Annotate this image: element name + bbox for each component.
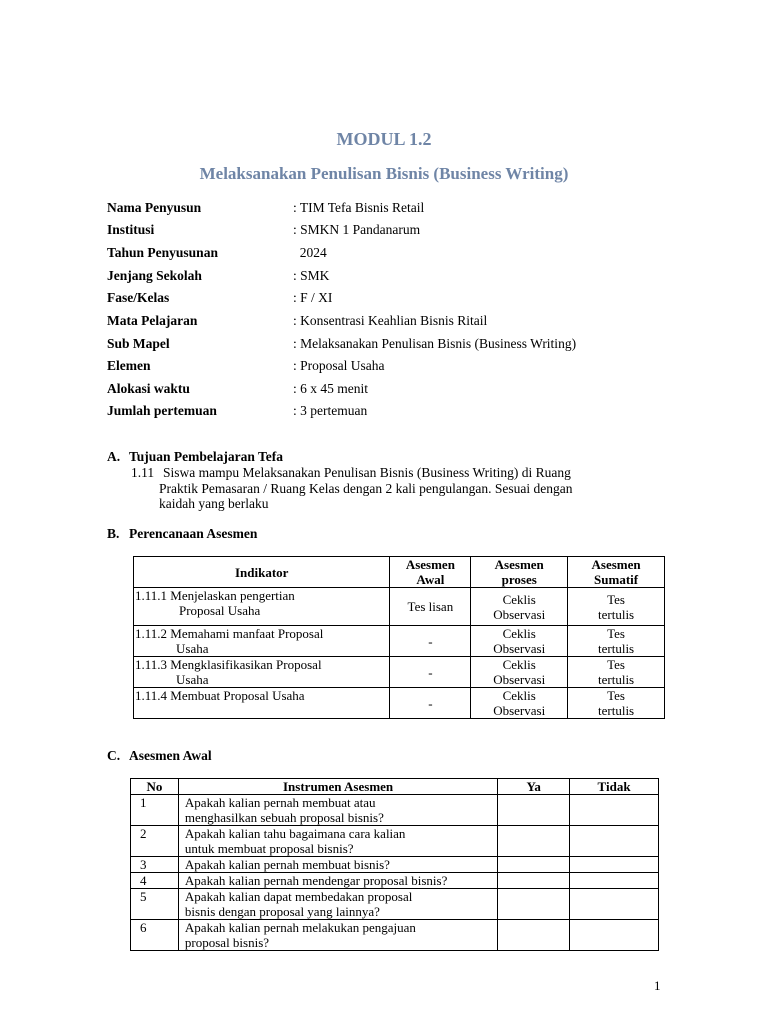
header-indikator: Indikator <box>134 557 390 588</box>
question-cell <box>178 795 497 826</box>
info-label-mata-pelajaran: Mata Pelajaran <box>107 313 198 328</box>
table-row <box>134 688 665 719</box>
info-label-elemen: Elemen <box>107 358 151 373</box>
row-number: 5 <box>131 889 179 920</box>
tidak-checkbox-cell[interactable] <box>570 795 659 826</box>
info-label-tahun-penyusunan: Tahun Penyusunan <box>107 245 218 260</box>
question-line-2: untuk membuat proposal bisnis? <box>184 841 354 856</box>
sumatif-line-1: Tes <box>607 591 625 607</box>
row-number: 4 <box>131 873 179 889</box>
proses-line-2: Observasi <box>493 606 546 622</box>
question-cell <box>178 920 497 951</box>
tidak-checkbox-cell[interactable] <box>570 826 659 857</box>
ya-checkbox-cell[interactable] <box>498 857 570 873</box>
ya-checkbox-cell[interactable] <box>498 826 570 857</box>
header-asesmen-awal-line-1: Asesmen <box>405 557 455 572</box>
indicator-cell <box>134 626 390 657</box>
proses-line-1: Ceklis <box>502 591 536 607</box>
ya-checkbox-cell[interactable] <box>498 920 570 951</box>
header-asesmen-awal-line-2: Awal <box>416 572 445 587</box>
table-row <box>131 857 659 873</box>
indicator-text: 1.11.2 Memahami manfaat Proposal <box>135 626 324 641</box>
header-asesmen-proses <box>471 557 568 588</box>
sumatif-line-2: tertulis <box>598 641 635 656</box>
table-row <box>131 795 659 826</box>
proses-cell <box>471 588 568 626</box>
question-line-2: bisnis dengan proposal yang lainnya? <box>184 904 380 919</box>
awal-cell: Tes lisan <box>390 588 471 626</box>
info-value-jumlah-pertemuan: : 3 pertemuan <box>293 403 368 418</box>
table-row <box>134 657 665 688</box>
info-label-institusi: Institusi <box>107 222 155 237</box>
question-line-1: Apakah kalian pernah membuat atau <box>184 795 376 810</box>
proses-line-2: Observasi <box>493 703 546 718</box>
indicator-text: 1.11.4 Membuat Proposal Usaha <box>135 688 305 703</box>
header-asesmen-sumatif <box>568 557 665 588</box>
module-subtitle: Melaksanakan Penulisan Bisnis (Business Writing) <box>199 164 569 183</box>
indicator-text-cont: Proposal Usaha <box>179 603 261 618</box>
sumatif-line-2: tertulis <box>598 703 635 718</box>
question-cell <box>178 857 497 873</box>
info-label-alokasi-waktu: Alokasi waktu <box>107 381 190 396</box>
tidak-checkbox-cell[interactable] <box>570 889 659 920</box>
table-header-row <box>134 557 665 588</box>
row-number: 3 <box>131 857 179 873</box>
info-value-alokasi-waktu: : 6 x 45 menit <box>293 381 368 396</box>
proses-line-1: Ceklis <box>502 688 536 703</box>
assessment-plan-table <box>133 556 665 719</box>
table-header-row <box>131 779 659 795</box>
question-line-2: proposal bisnis? <box>184 935 270 950</box>
sumatif-cell <box>568 588 665 626</box>
learning-goal-line-2: Praktik Pemasaran / Ruang Kelas dengan 2 kali pengulangan. Sesuai dengan <box>159 481 573 496</box>
question-line-1: Apakah kalian pernah membuat bisnis? <box>184 857 390 872</box>
section-c-letter: C. <box>107 748 121 763</box>
header-asesmen-proses-line-2: proses <box>501 572 537 587</box>
row-number: 2 <box>131 826 179 857</box>
indicator-cell <box>134 588 390 626</box>
tidak-checkbox-cell[interactable] <box>570 920 659 951</box>
indicator-cell <box>134 657 390 688</box>
table-row <box>131 826 659 857</box>
info-value-nama-penyusun: : TIM Tefa Bisnis Retail <box>293 200 425 215</box>
ya-checkbox-cell[interactable] <box>498 873 570 889</box>
learning-goal-line-1: Siswa mampu Melaksanakan Penulisan Bisnis (Business Writing) di Ruang <box>163 465 571 480</box>
info-value-fase-kelas: : F / XI <box>293 290 333 305</box>
info-label-nama-penyusun: Nama Penyusun <box>107 200 202 215</box>
header-asesmen-proses-line-1: Asesmen <box>494 557 544 572</box>
header-no: No <box>131 779 179 795</box>
header-instrumen: Instrumen Asesmen <box>178 779 497 795</box>
header-asesmen-sumatif-line-2: Sumatif <box>594 572 639 587</box>
info-label-sub-mapel: Sub Mapel <box>107 336 170 351</box>
proses-line-1: Ceklis <box>502 626 536 641</box>
indicator-cell <box>134 688 390 719</box>
ya-checkbox-cell[interactable] <box>498 889 570 920</box>
indicator-text: 1.11.3 Mengklasifikasikan Proposal <box>135 657 322 672</box>
proses-cell <box>471 626 568 657</box>
sumatif-line-2: tertulis <box>598 672 635 687</box>
proses-line-1: Ceklis <box>502 657 536 672</box>
indicator-text: 1.11.1 Menjelaskan pengertian <box>135 588 295 603</box>
question-line-1: Apakah kalian pernah mendengar proposal bisnis? <box>184 873 448 888</box>
sumatif-cell <box>568 626 665 657</box>
table-row <box>131 920 659 951</box>
awal-cell: - <box>390 688 471 719</box>
section-b-title: Perencanaan Asesmen <box>129 526 258 541</box>
awal-cell: - <box>390 657 471 688</box>
section-a-title: Tujuan Pembelajaran Tefa <box>129 449 284 464</box>
question-cell <box>178 889 497 920</box>
proses-cell <box>471 657 568 688</box>
question-line-1: Apakah kalian tahu bagaimana cara kalian <box>184 826 406 841</box>
info-label-jumlah-pertemuan: Jumlah pertemuan <box>107 403 217 418</box>
sumatif-line-2: tertulis <box>598 606 635 622</box>
sumatif-cell <box>568 657 665 688</box>
table-row <box>131 889 659 920</box>
learning-goal-number: 1.11 <box>131 465 155 480</box>
awal-cell: - <box>390 626 471 657</box>
row-number: 6 <box>131 920 179 951</box>
header-asesmen-sumatif-line-1: Asesmen <box>591 557 641 572</box>
info-value-institusi: : SMKN 1 Pandanarum <box>293 222 421 237</box>
sumatif-line-1: Tes <box>607 688 625 703</box>
info-value-elemen: : Proposal Usaha <box>293 358 385 373</box>
section-b-heading <box>107 526 257 542</box>
info-value-mata-pelajaran: : Konsentrasi Keahlian Bisnis Ritail <box>293 313 488 328</box>
question-line-1: Apakah kalian dapat membedakan proposal <box>184 889 413 904</box>
ya-checkbox-cell[interactable] <box>498 795 570 826</box>
question-cell <box>178 826 497 857</box>
info-value-tahun-penyusunan: 2024 <box>293 245 327 260</box>
page-number: 1 <box>654 978 661 993</box>
tidak-checkbox-cell[interactable] <box>570 857 659 873</box>
section-c-heading <box>107 748 212 764</box>
proses-line-2: Observasi <box>493 672 546 687</box>
table-row <box>131 873 659 889</box>
header-asesmen-awal <box>390 557 471 588</box>
tidak-checkbox-cell[interactable] <box>570 873 659 889</box>
info-label-fase-kelas: Fase/Kelas <box>107 290 170 305</box>
sumatif-cell <box>568 688 665 719</box>
table-row <box>134 588 665 626</box>
question-line-2: menghasilkan sebuah proposal bisnis? <box>184 810 384 825</box>
info-label-jenjang-sekolah: Jenjang Sekolah <box>107 268 202 283</box>
proses-cell <box>471 688 568 719</box>
question-line-1: Apakah kalian pernah melakukan pengajuan <box>184 920 416 935</box>
proses-line-2: Observasi <box>493 641 546 656</box>
section-a-letter: A. <box>107 449 121 464</box>
section-c-title: Asesmen Awal <box>129 748 212 763</box>
section-a-heading <box>107 449 283 465</box>
initial-assessment-table <box>130 778 659 951</box>
indicator-text-cont: Usaha <box>176 672 209 687</box>
row-number: 1 <box>131 795 179 826</box>
learning-goal-line-3: kaidah yang berlaku <box>159 496 269 511</box>
header-ya: Ya <box>498 779 570 795</box>
sumatif-line-1: Tes <box>607 626 625 641</box>
table-row <box>134 626 665 657</box>
sumatif-line-1: Tes <box>607 657 625 672</box>
indicator-text-cont: Usaha <box>176 641 209 656</box>
question-cell <box>178 873 497 889</box>
header-tidak: Tidak <box>570 779 659 795</box>
info-value-sub-mapel: : Melaksanakan Penulisan Bisnis (Business Writing) <box>293 336 577 351</box>
module-title: MODUL 1.2 <box>336 129 432 149</box>
info-value-jenjang-sekolah: : SMK <box>293 268 330 283</box>
section-b-letter: B. <box>107 526 120 541</box>
learning-goal <box>131 465 573 511</box>
